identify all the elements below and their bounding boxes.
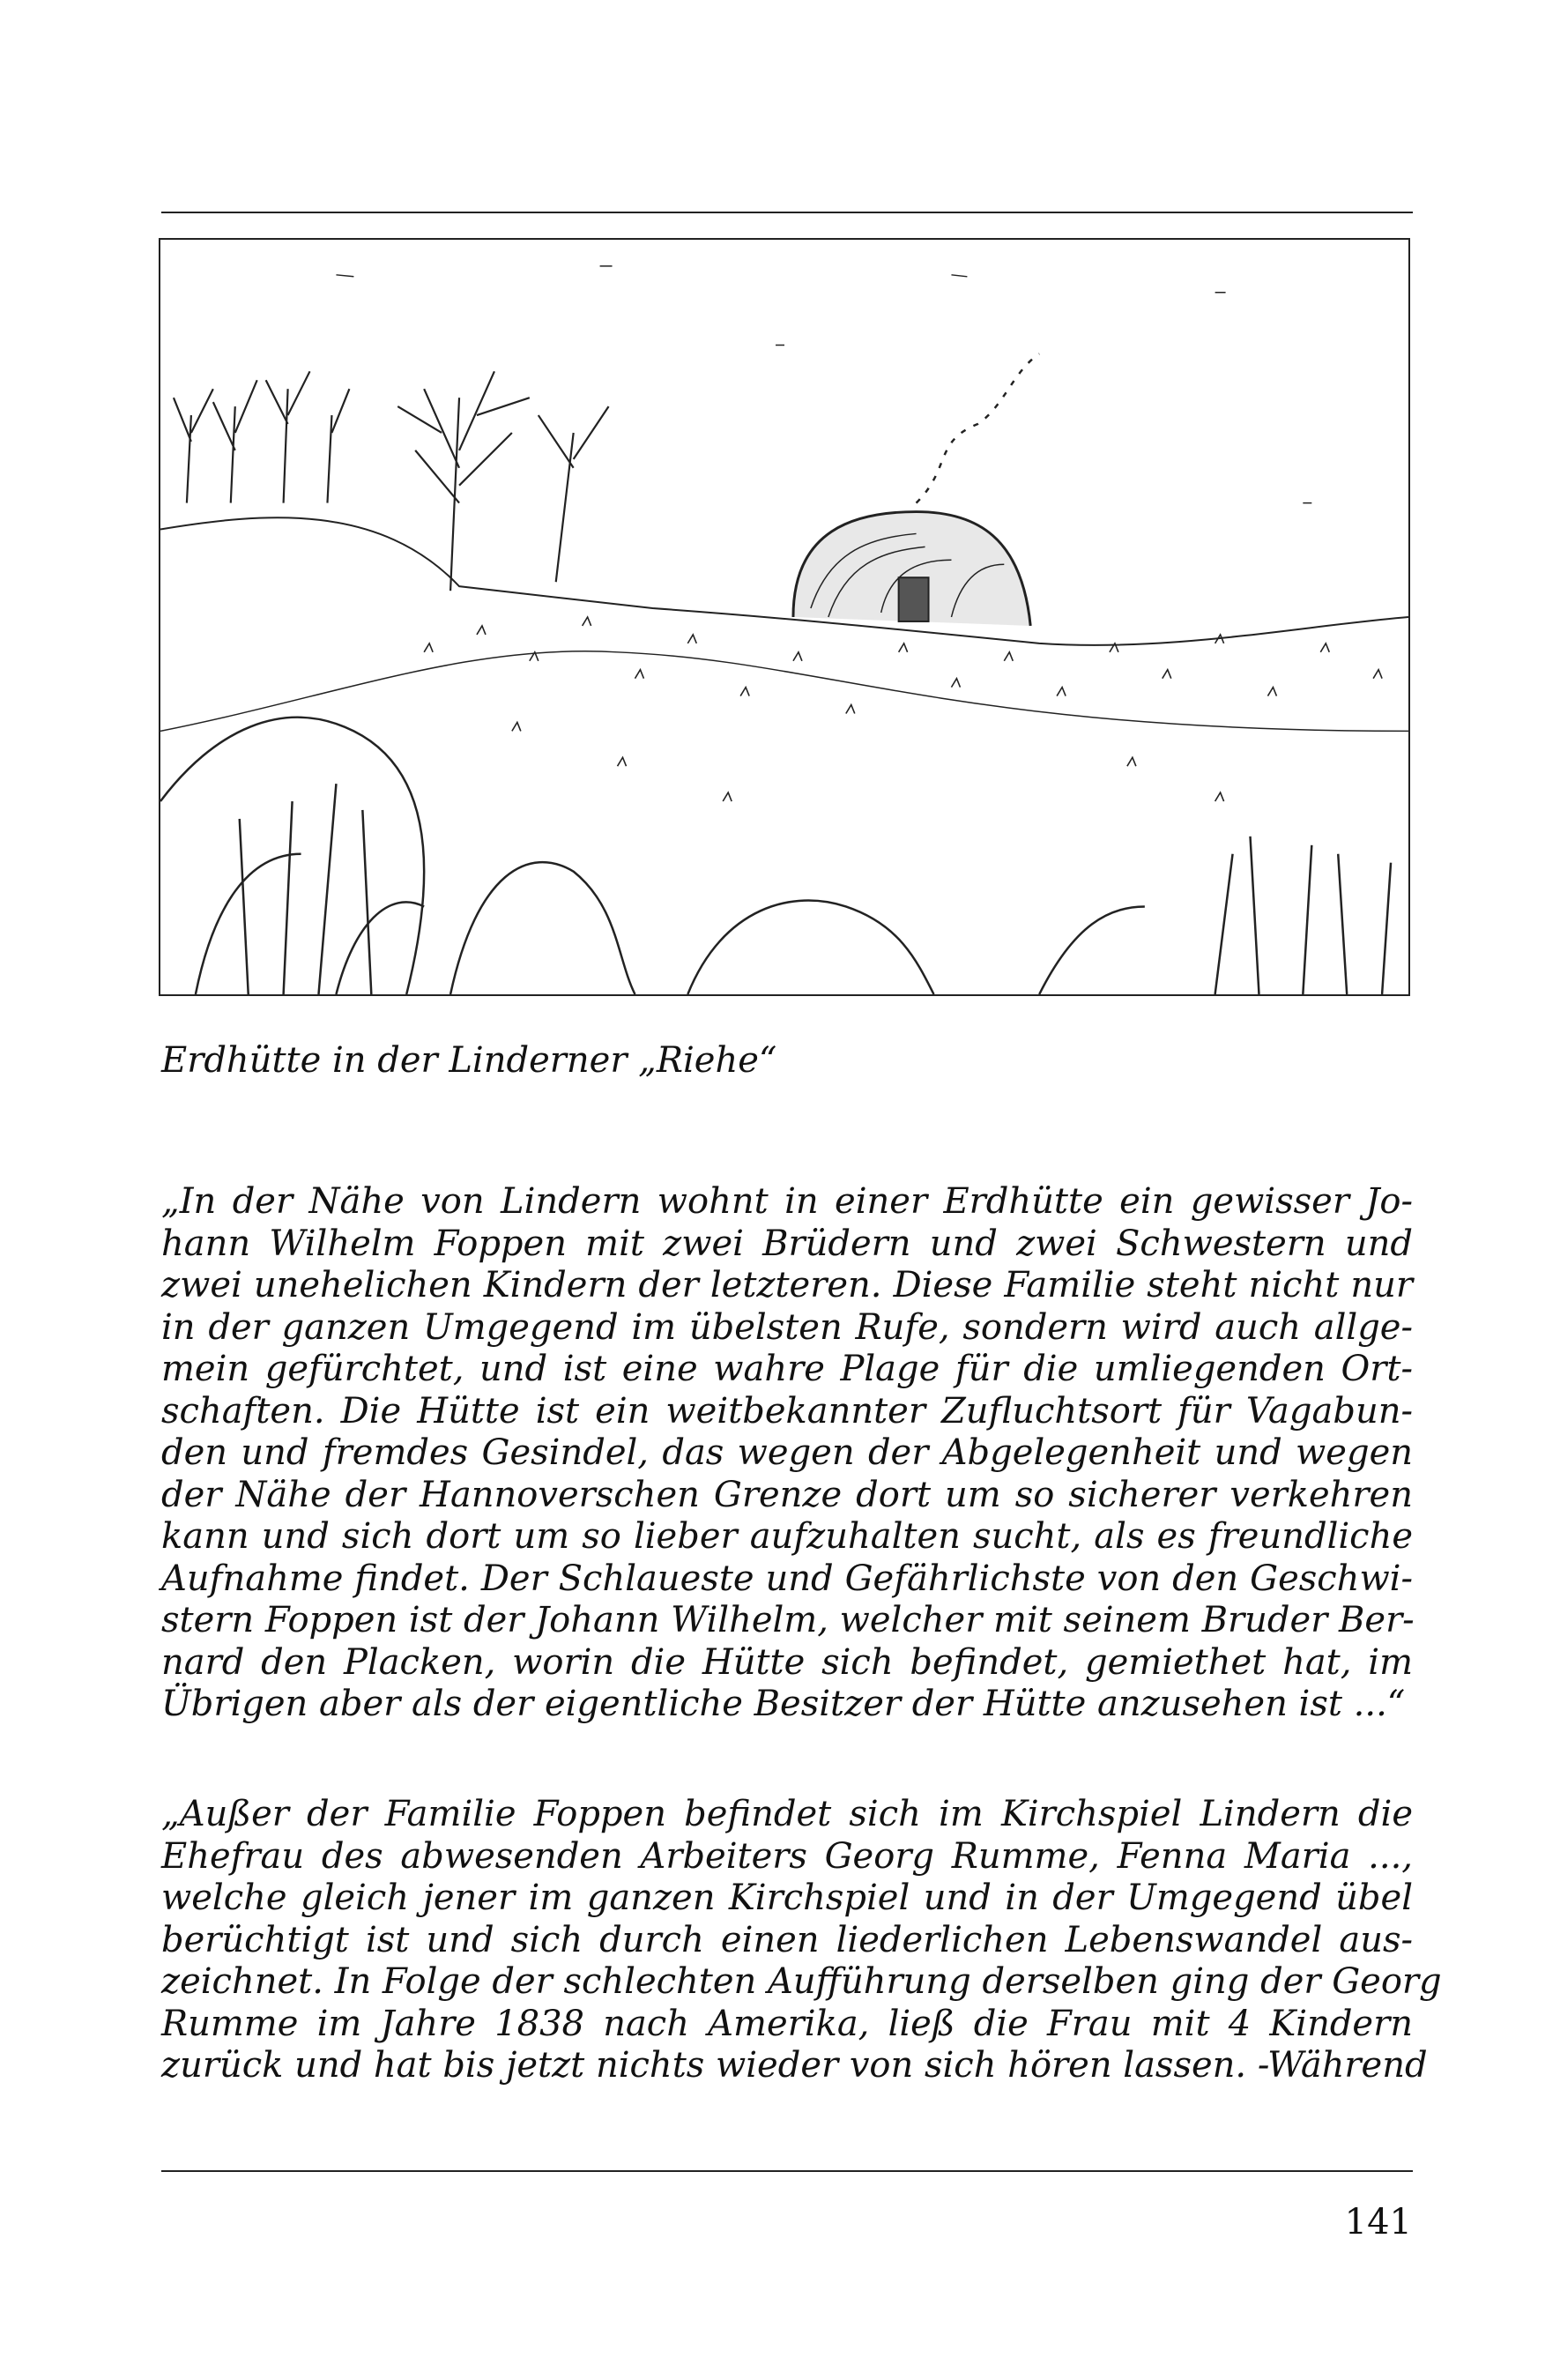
text-line: „Außer der Familie Foppen befindet sich im Kirchspiel Lindern die	[161, 1794, 1413, 1834]
text-line: berüchtigt ist und sich durch einen liederlichen Lebenswandel aus-	[161, 1919, 1413, 1960]
text-line: nard den Placken, worin die Hütte sich befindet, gemiethet hat, im	[161, 1641, 1413, 1683]
text-line: Aufnahme findet. Der Schlaueste und Gefährlichste von den Geschwi-	[161, 1558, 1413, 1599]
illustration-frame	[159, 238, 1410, 996]
bottom-rule	[161, 2170, 1413, 2172]
text-line: zeichnet. In Folge der schlechten Aufführung derselben ging der Georg	[161, 1961, 1442, 2002]
top-rule	[161, 212, 1413, 213]
text-line: schaften. Die Hütte ist ein weitbekannter Zufluchtsort für Vagabun-	[161, 1390, 1413, 1432]
text-line: Ehefrau des abwesenden Arbeiters Georg Rumme, Fenna Maria ...,	[161, 1835, 1413, 1877]
figure-caption: Erdhütte in der Linderner „Riehe“	[161, 1040, 777, 1081]
text-line: Rumme im Jahre 1838 nach Amerika, ließ die Frau mit 4 Kindern	[161, 2003, 1413, 2044]
quote-paragraph-2	[161, 1794, 1442, 2087]
text-line: hann Wilhelm Foppen mit zwei Brüdern und zwei Schwestern und	[161, 1223, 1413, 1264]
text-line: kann und sich dort um so lieber aufzuhalten sucht, als es freundliche	[161, 1516, 1413, 1557]
text-line: „In der Nähe von Lindern wohnt in einer Erdhütte ein gewisser Jo-	[161, 1181, 1413, 1222]
text-line: mein gefürchtet, und ist eine wahre Plage für die umliegenden Ort-	[161, 1349, 1413, 1389]
text-line: zwei unehelichen Kindern der letzteren. Diese Familie steht nicht nur	[161, 1265, 1413, 1305]
earth-hut-illustration	[160, 240, 1408, 994]
text-line: der Nähe der Hannoverschen Grenze dort um so sicherer verkehren	[161, 1474, 1413, 1515]
text-line: den und fremdes Gesindel, das wegen der Abgelegenheit und wegen	[161, 1432, 1413, 1473]
page-number: 141	[1344, 2202, 1412, 2242]
text-line: in der ganzen Umgegend im übelsten Rufe, sondern wird auch allge-	[161, 1306, 1413, 1348]
text-line: stern Foppen ist der Johann Wilhelm, welcher mit seinem Bruder Ber-	[161, 1600, 1415, 1640]
text-line: welche gleich jener im ganzen Kirchspiel und in der Umgegend übel	[161, 1878, 1413, 1918]
text-line: zurück und hat bis jetzt nichts wieder von sich hören lassen. -Während	[161, 2045, 1428, 2086]
text-line: Übrigen aber als der eigentliche Besitzer der Hütte anzusehen ist ...“	[161, 1684, 1406, 1724]
quote-paragraph-1	[161, 1181, 1413, 1726]
